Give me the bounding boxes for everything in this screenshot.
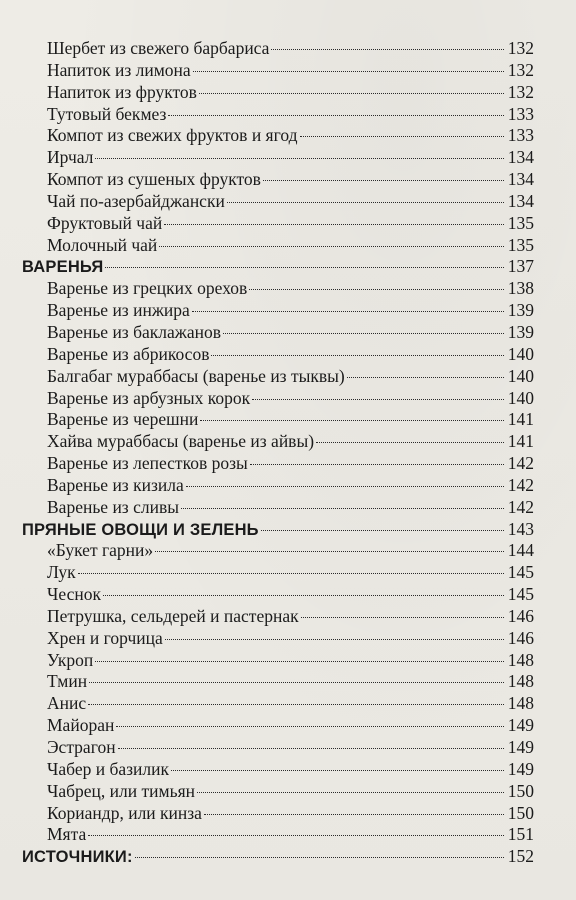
dot-leader — [252, 399, 504, 400]
toc-entry — [22, 803, 534, 825]
dot-leader — [88, 835, 504, 836]
toc-entry-title: ВАРЕНЬЯ — [22, 258, 104, 277]
toc-page-number: 149 — [507, 737, 534, 757]
toc-page-number: 141 — [507, 431, 534, 452]
toc-entry-title: Кориандр, или кинза — [47, 802, 202, 823]
toc-entry — [22, 584, 534, 606]
toc-entry — [22, 759, 534, 781]
toc-entry — [22, 191, 534, 213]
toc-page-number: 151 — [507, 824, 534, 845]
toc-entry — [22, 715, 534, 737]
toc-entry — [22, 540, 534, 562]
toc-section-heading — [22, 846, 534, 868]
toc-entry-title: Варенье из черешни — [47, 409, 199, 430]
toc-entry-title: Варенье из сливы — [47, 496, 179, 517]
toc-entry — [22, 562, 534, 584]
toc-page-number: 144 — [507, 540, 534, 561]
dot-leader — [249, 289, 504, 290]
toc-entry — [22, 824, 534, 846]
dot-leader — [159, 246, 504, 247]
toc-page-number: 132 — [507, 59, 534, 80]
toc-entry-title: Чабер и базилик — [47, 758, 169, 779]
toc-page-number: 140 — [507, 343, 534, 364]
toc-entry-title: Эстрагон — [47, 737, 116, 757]
toc-page-number: 149 — [507, 715, 534, 736]
toc-entry — [22, 38, 534, 60]
toc-entry — [22, 344, 534, 366]
toc-entry — [22, 104, 534, 126]
toc-entry-title: Варенье из грецких орехов — [47, 278, 248, 299]
toc-page-number: 149 — [507, 758, 534, 779]
toc-entry — [22, 125, 534, 147]
toc-page-number: 141 — [507, 409, 534, 430]
toc-entry — [22, 388, 534, 410]
toc-entry-title: Варенье из кизила — [47, 474, 184, 495]
table-of-contents — [22, 38, 534, 868]
toc-entry — [22, 147, 534, 169]
toc-entry-title: Анис — [47, 693, 87, 714]
toc-page-number: 134 — [507, 190, 534, 211]
toc-entry — [22, 322, 534, 344]
toc-entry — [22, 169, 534, 191]
toc-page-number: 148 — [507, 693, 534, 714]
toc-page-number: 132 — [507, 81, 534, 102]
dot-leader — [88, 704, 504, 705]
dot-leader — [347, 377, 504, 378]
toc-entry — [22, 366, 534, 388]
toc-entry-title: ИСТОЧНИКИ: — [22, 848, 133, 867]
toc-entry-title: Тмин — [47, 671, 88, 692]
toc-entry — [22, 60, 534, 82]
dot-leader — [227, 202, 504, 203]
toc-entry — [22, 475, 534, 497]
toc-entry-title: Компот из сушеных фруктов — [47, 169, 261, 190]
toc-entry — [22, 693, 534, 715]
toc-page-number: 145 — [507, 562, 534, 583]
toc-entry — [22, 82, 534, 104]
toc-entry-title: Балгабаг мураббасы (варенье из тыквы) — [47, 365, 345, 386]
toc-page-number: 140 — [507, 387, 534, 408]
toc-section-heading — [22, 256, 534, 278]
dot-leader — [192, 311, 504, 312]
toc-entry — [22, 606, 534, 628]
dot-leader — [155, 551, 504, 552]
dot-leader — [186, 486, 504, 487]
toc-page-number: 134 — [507, 147, 534, 168]
toc-page-number: 140 — [507, 365, 534, 386]
toc-page-number: 145 — [507, 584, 534, 605]
dot-leader — [78, 573, 504, 574]
toc-page-number: 143 — [507, 518, 534, 539]
toc-entry-title: Чеснок — [47, 584, 101, 605]
dot-leader — [135, 857, 504, 858]
dot-leader — [223, 333, 504, 334]
toc-page-number: 148 — [507, 671, 534, 692]
dot-leader — [165, 639, 504, 640]
toc-page-number: 132 — [507, 38, 534, 58]
dot-leader — [199, 93, 504, 94]
toc-entry-title: Укроп — [47, 649, 94, 670]
toc-page-number: 142 — [507, 474, 534, 495]
toc-page-number: 133 — [507, 125, 534, 146]
dot-leader — [103, 595, 504, 596]
toc-entry — [22, 431, 534, 453]
toc-entry — [22, 300, 534, 322]
toc-entry — [22, 235, 534, 257]
dot-leader — [197, 792, 504, 793]
toc-entry-title: Варенье из арбузных корок — [47, 387, 251, 408]
toc-entry-title: Варенье из инжира — [47, 300, 190, 321]
toc-page-number: 150 — [507, 802, 534, 823]
toc-page-number: 152 — [507, 846, 534, 867]
dot-leader — [95, 661, 504, 662]
toc-entry — [22, 650, 534, 672]
dot-leader — [263, 180, 504, 181]
toc-entry-title: Шербет из свежего барбариса — [47, 38, 270, 58]
toc-entry — [22, 497, 534, 519]
dot-leader — [200, 420, 504, 421]
toc-entry-title: Чай по-азербайджански — [47, 190, 225, 211]
dot-leader — [261, 530, 504, 531]
dot-leader — [204, 814, 504, 815]
toc-entry-title: Варенье из лепестков розы — [47, 453, 248, 474]
toc-page-number: 135 — [507, 212, 534, 233]
toc-entry — [22, 278, 534, 300]
toc-entry — [22, 409, 534, 431]
toc-page-number: 142 — [507, 453, 534, 474]
toc-page-number: 146 — [507, 605, 534, 626]
toc-entry-title: Чабрец, или тимьян — [47, 780, 195, 801]
dot-leader — [301, 617, 504, 618]
toc-entry-title: Мята — [47, 824, 87, 845]
dot-leader — [168, 115, 504, 116]
toc-entry — [22, 737, 534, 759]
dot-leader — [171, 770, 504, 771]
dot-leader — [89, 682, 504, 683]
dot-leader — [250, 464, 504, 465]
toc-entry-title: Напиток из лимона — [47, 59, 191, 80]
toc-entry — [22, 628, 534, 650]
dot-leader — [300, 136, 505, 137]
dot-leader — [118, 748, 504, 749]
toc-entry-title: Майоран — [47, 715, 115, 736]
toc-entry — [22, 671, 534, 693]
dot-leader — [271, 49, 504, 50]
dot-leader — [105, 267, 504, 268]
toc-entry-title: Ирчал — [47, 147, 94, 168]
toc-entry-title: «Букет гарни» — [47, 540, 154, 561]
toc-entry — [22, 781, 534, 803]
toc-page-number: 135 — [507, 234, 534, 255]
toc-entry-title: ПРЯНЫЕ ОВОЩИ И ЗЕЛЕНЬ — [22, 520, 259, 539]
toc-page-number: 150 — [507, 780, 534, 801]
toc-page-number: 139 — [507, 300, 534, 321]
toc-entry-title: Молочный чай — [47, 234, 158, 255]
toc-entry-title: Петрушка, сельдерей и пастернак — [47, 605, 299, 626]
toc-entry-title: Хрен и горчица — [47, 627, 163, 648]
toc-page-number: 146 — [507, 627, 534, 648]
toc-page-number: 139 — [507, 321, 534, 342]
toc-entry-title: Лук — [47, 562, 76, 583]
toc-entry-title: Фруктовый чай — [47, 212, 163, 233]
toc-page-number: 133 — [507, 103, 534, 124]
toc-page-number: 142 — [507, 496, 534, 517]
toc-page-number: 138 — [507, 278, 534, 299]
dot-leader — [211, 355, 504, 356]
toc-entry — [22, 213, 534, 235]
toc-entry-title: Варенье из абрикосов — [47, 343, 210, 364]
toc-entry-title: Напиток из фруктов — [47, 81, 197, 102]
toc-entry-title: Компот из свежих фруктов и ягод — [47, 125, 298, 146]
dot-leader — [316, 442, 504, 443]
toc-entry-title: Тутовый бекмез — [47, 103, 167, 124]
toc-section-heading — [22, 519, 534, 541]
dot-leader — [95, 158, 504, 159]
dot-leader — [116, 726, 504, 727]
dot-leader — [193, 71, 504, 72]
dot-leader — [181, 508, 504, 509]
toc-page-number: 137 — [507, 256, 534, 277]
toc-entry-title: Хайва мураббасы (варенье из айвы) — [47, 431, 315, 452]
toc-page-number: 134 — [507, 169, 534, 190]
toc-page-number: 148 — [507, 649, 534, 670]
toc-entry-title: Варенье из баклажанов — [47, 321, 222, 342]
dot-leader — [164, 224, 504, 225]
toc-entry — [22, 453, 534, 475]
